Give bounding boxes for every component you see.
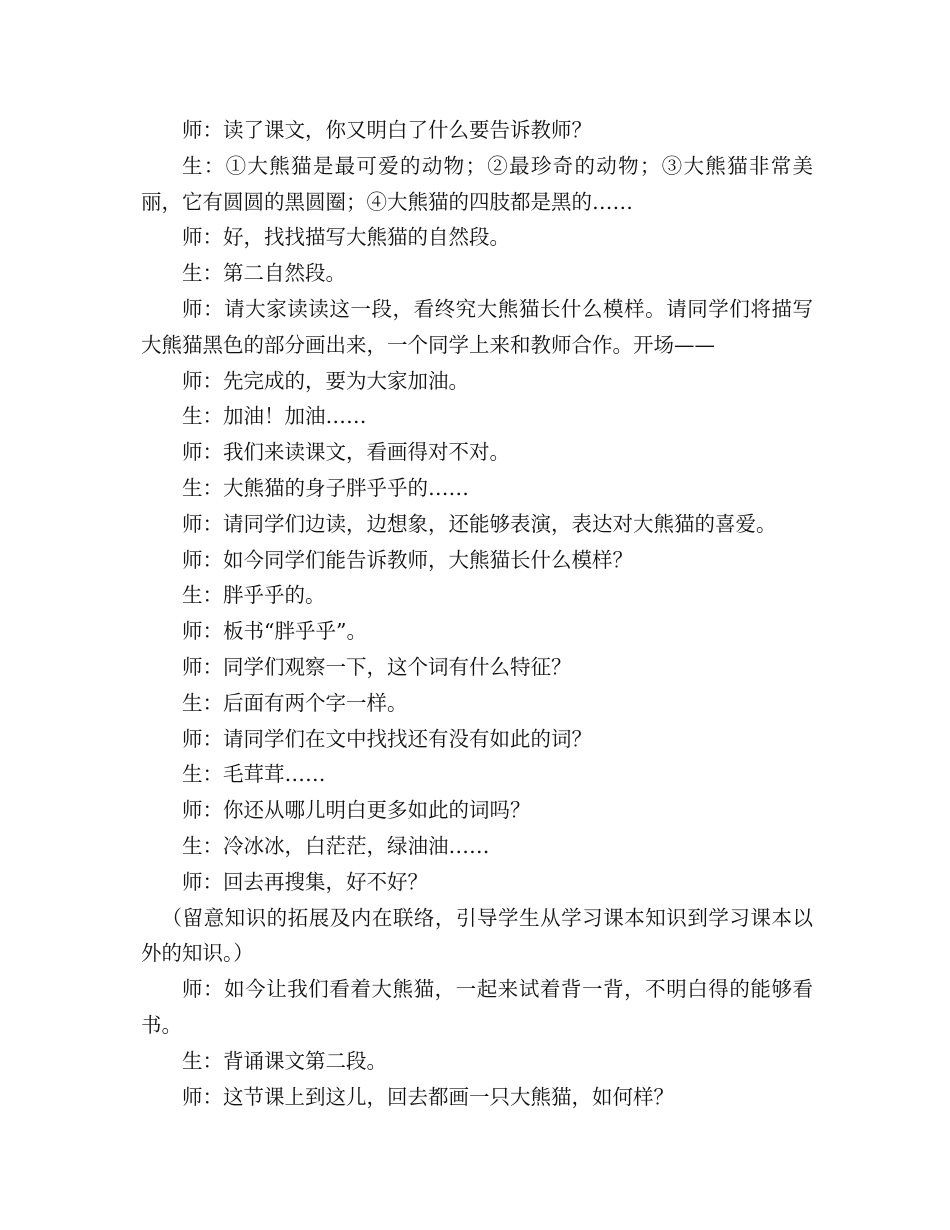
- document-body: [141, 113, 813, 1115]
- dialogue-line: 生：后面有两个字一样。: [182, 690, 408, 715]
- dialogue-line: 师：回去再搜集，好不好？: [182, 869, 428, 894]
- dialogue-line: 师：请大家读读这一段，看终究大熊猫长什么模样。请同学们将描写大熊猫黑色的部分画出来，一个同学上来和教师合作。开场——: [141, 296, 813, 357]
- dialogue-line: 师：先完成的，要为大家加油。: [182, 368, 469, 393]
- dialogue-line: 生：胖乎乎的。: [182, 583, 326, 608]
- dialogue-line: 师：这节课上到这儿，回去都画一只大熊猫，如何样？: [182, 1084, 674, 1109]
- dialogue-line: 生：①大熊猫是最可爱的动物；②最珍奇的动物；③大熊猫非常美丽，它有圆圆的黑圆圈；④大熊猫的四肢都是黑的……: [141, 153, 813, 214]
- dialogue-line: 师：请同学们边读，边想象，还能够表演，表达对大熊猫的喜爱。: [182, 511, 777, 536]
- dialogue-line: 师：如今让我们看着大熊猫，一起来试着背一背，不明白得的能够看书。: [141, 977, 813, 1037]
- dialogue-line: 师：我们来读课文，看画得对不对。: [182, 440, 510, 465]
- dialogue-line: 师：读了课文，你又明白了什么要告诉教师？: [182, 118, 592, 142]
- dialogue-line: 师：好，找找描写大熊猫的自然段。: [182, 225, 510, 250]
- dialogue-line: 师：同学们观察一下，这个词有什么特征？: [182, 654, 572, 679]
- dialogue-line: 生：毛茸茸……: [182, 762, 326, 787]
- dialogue-line: 生：背诵课文第二段。: [182, 1048, 387, 1073]
- dialogue-line: 生：冷冰冰，白茫茫，绿油油……: [182, 833, 490, 858]
- dialogue-line: 师：板书“胖乎乎”。: [182, 619, 367, 644]
- dialogue-line: 生：大熊猫的身子胖乎乎的……: [182, 475, 469, 500]
- dialogue-line: 生：第二自然段。: [182, 261, 346, 286]
- dialogue-line: 师：你还从哪儿明白更多如此的词吗？: [182, 798, 531, 823]
- dialogue-line: 师：如今同学们能告诉教师，大熊猫长什么模样？: [182, 547, 633, 572]
- dialogue-line: 生：加油！加油……: [182, 404, 367, 429]
- dialogue-line: 师：请同学们在文中找找还有没有如此的词？: [182, 726, 592, 751]
- teaching-note: （留意知识的拓展及内在联络，引导学生从学习课本知识到学习课本以外的知识。）: [141, 905, 813, 966]
